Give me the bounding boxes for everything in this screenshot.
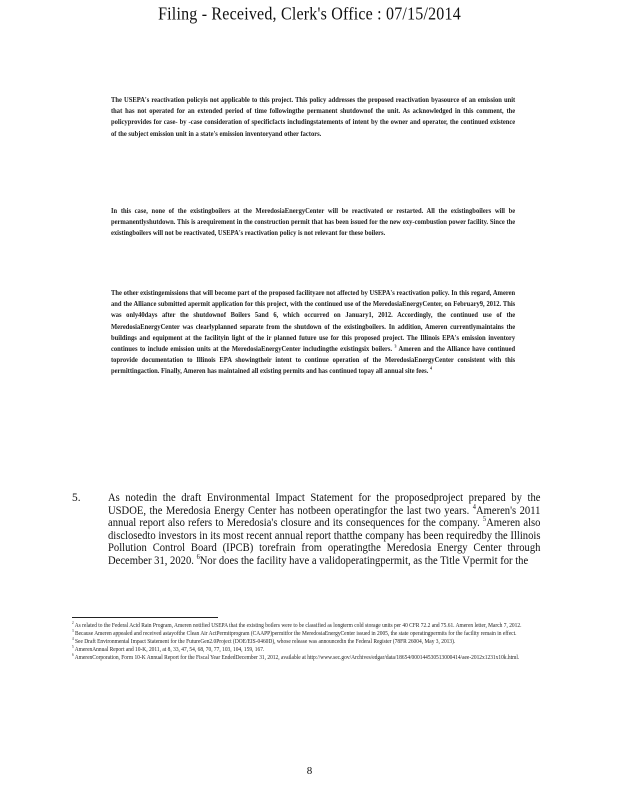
footnote-mark: 2: [72, 620, 74, 625]
footnote-ref-5: 5: [482, 516, 487, 524]
footnote-ref-4b: 4: [472, 503, 476, 511]
footnote-text: As related to the Federal Acid Rain Program, Ameren notified USEPA that the existing boilers were to be classified as longterm cold storage units per 40 CFR 72.2 and 75.61. Ameren letter, March 7, 2012.: [74, 622, 522, 629]
footnotes: [72, 622, 538, 662]
footnote: [72, 622, 538, 630]
footnote-mark: 3: [72, 629, 74, 634]
footnote-mark: 5: [72, 645, 74, 650]
footnote: [72, 654, 538, 662]
paragraph-reactivation-policy: The USEPA's reactivation policyis not applicable to this project. This policy addresses the proposed reactivation byasource of an emission unit that has not operated for an extended period of time followingthe permanent shutdownof the unit. As acknowledged in this comment, the policyprovides for case- by -case consideration of specificfacts includingstatements of intent by the owner and operator, the continued existence of the subject emission unit in a state's emission inventoryand other factors.: [111, 95, 516, 138]
item-5-text: [108, 492, 540, 568]
footnote: [72, 630, 538, 638]
footnote-ref-3: 3: [394, 343, 397, 349]
item-5-seg2: Ameren's 2011 annual report also refers to Meredosia's closure and its consequences for the company.: [108, 504, 541, 530]
footnote-ref-4: 4: [430, 365, 432, 371]
footnote-mark: 4: [72, 637, 74, 642]
footnote-mark: 6: [72, 653, 74, 658]
footnote-text: AmerenCorporation, Form 10-K Annual Report for the Fiscal Year EndedDecember 31, 2012, available at http://www.sec.gov/Archives/edgar/data/18654/000144530513000414/aee-2012x1231x10k.html.: [74, 654, 520, 662]
paragraph-existing-boilers: In this case, none of the existingboilers at the MeredosiaEnergyCenter will be reactivated or restarted. All the existingboilers will be permanentlyshutdown. This is arequirement in the construction permit that has been issued for the new oxy-combustion power facility. Since the existingboilers will not be reactivated, USEPA's reactivation policy is not relevant for these boilers.: [111, 206, 516, 238]
item-5-seg1: As notedin the draft Environmental Impact Statement for the proposedproject prepared by the USDOE, the Meredosia Energy Center has notbeen operatingfor the last two years.: [108, 492, 541, 517]
page-number: 8: [306, 765, 313, 777]
item-5-seg3: Ameren also disclosedto investors in its most recent annual report thatthe company has been requiredby the Illinois Pollution Control Board (IPCB) torefrain from operatingthe Meredosia Energy Center through December 31, 2020.: [108, 517, 541, 567]
item-5-seg4: Nor does the facility have a validoperatingpermit, as the Title Vpermit for the: [199, 554, 529, 567]
filing-header: Filing - Received, Clerk's Office : 07/15/2014: [158, 4, 461, 25]
footnote-separator: [72, 617, 218, 618]
footnote-text: AmerenAnnual Report and 10-K, 2011, at 8, 33, 47, 54, 68, 70, 77, 103, 104, 159, 167.: [74, 646, 265, 654]
footnote-text: Because Ameren appealed and received astayofthe Clean Air ActPermitprogram (CAAPP)permitfor the MeredosiaEnergyCenter issued in 2005, the state operatingpermits for the facility remain in effect.: [74, 630, 517, 638]
paragraph-other-emissions-text: The other existingemissions that will become part of the proposed facilityare not affected by USEPA's reactivation policy. In this regard, Ameren and the Alliance submitted apermit application for this project, with the continued use of the MeredosiaEnergyCenter, on February9, 2012. This was only40days after the shutdownof Boilers 5and 6, which occurred on January1, 2012. Accordingly, the continued use of the MeredosiaEnergyCenter was clearlyplanned separate from the shutdown of the existingboilers. In addition, Ameren currentlymaintains the buildings and equipment at the facilityin light of the ir planned future use for this proposed project. The Illinois EPA's emission inventory continues to include emission units at the MeredosiaEnergyCenter includingthe existingsix boilers.: [111, 288, 516, 354]
footnote-ref-6: 6: [196, 554, 200, 562]
footnote-text: See Draft Environmental Impact Statement for the FutureGen2.0Project (DOE/EIS-0460D), whose release was announcedin the Federal Register (78FR 26004, May 3, 2013).: [74, 638, 456, 646]
item-number: 5.: [72, 492, 81, 504]
paragraph-other-emissions: [111, 287, 515, 377]
paragraph-ameren-intent-text: Ameren and the Alliance have continued toprovide documentation to Illinois EPA showingtheir intent to continue operation of the MeredosiaEnergyCenter consistent with this permittingaction. Finally, Ameren has maintained all existing permits and has continued topay all annual site fees.: [111, 344, 516, 376]
